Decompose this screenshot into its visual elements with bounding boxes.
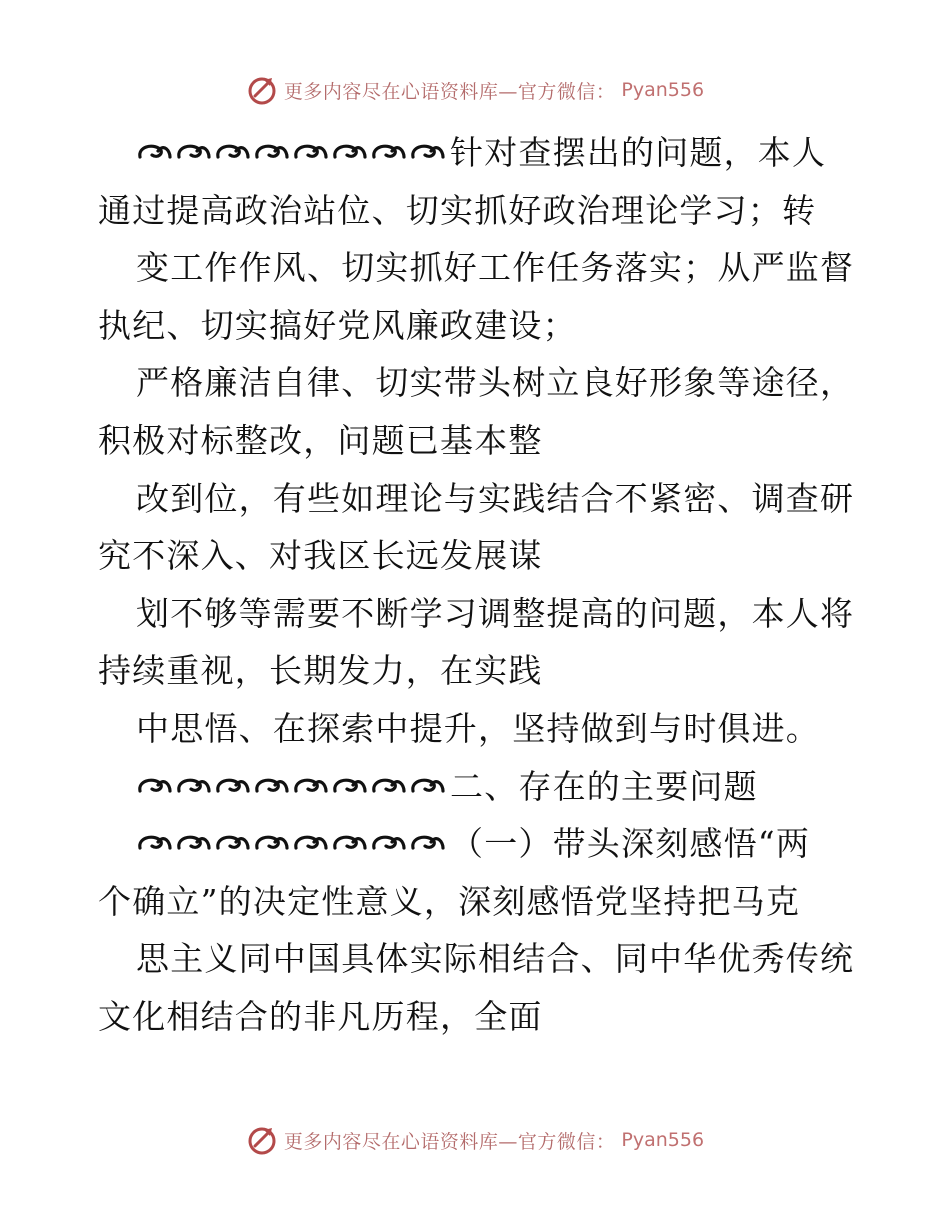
subsection-heading: （一）带头深刻感悟“两 xyxy=(98,815,858,873)
paragraph-line: 针对查摆出的问题，本人 xyxy=(98,124,858,182)
document-body xyxy=(98,124,858,1046)
paragraph-line: 究不深入、对我区长远发展谋 xyxy=(98,536,543,576)
watermark-wechat-id: Pyan556 xyxy=(621,79,705,101)
paragraph-line: 持续重视，长期发力，在实践 xyxy=(98,651,543,691)
paragraph-line: 改到位，有些如理论与实践结合不紧密、调查研 xyxy=(136,478,855,518)
ornament-icon xyxy=(136,139,446,165)
paragraph-line: 通过提高政治站位、切实抓好政治理论学习；转 xyxy=(98,190,817,230)
paragraph-line: 积极对标整改，问题已基本整 xyxy=(98,420,543,460)
footer-watermark xyxy=(0,1120,950,1160)
section-heading: 二、存在的主要问题 xyxy=(98,758,858,816)
header-watermark xyxy=(0,70,950,110)
ornament-icon xyxy=(136,773,446,799)
watermark-text: 更多内容尽在心语资料库—官方微信： xyxy=(283,1130,616,1153)
watermark-wechat-id: Pyan556 xyxy=(621,1129,705,1151)
paragraph-line: 严格廉洁自律、切实带头树立良好形象等途径， xyxy=(136,363,855,403)
paragraph-line: 执纪、切实搞好党风廉政建设； xyxy=(98,305,577,345)
paragraph-line: 中思悟、在探索中提升，坚持做到与时俱进。 xyxy=(136,708,820,748)
paragraph-line: 划不够等需要不断学习调整提高的问题，本人将 xyxy=(136,593,855,633)
paragraph-line: 思主义同中国具体实际相结合、同中华优秀传统 xyxy=(136,939,855,979)
paragraph-line: 文化相结合的非凡历程，全面 xyxy=(98,996,543,1036)
paragraph-line: 个确立”的决定性意义，深刻感悟党坚持把马克 xyxy=(98,881,801,921)
paragraph-line: 变工作作风、切实抓好工作任务落实；从严监督 xyxy=(136,248,855,288)
seal-logo-icon xyxy=(246,1124,278,1156)
seal-logo-icon xyxy=(246,74,278,106)
watermark-text: 更多内容尽在心语资料库—官方微信： xyxy=(283,80,616,103)
ornament-icon xyxy=(136,830,446,856)
